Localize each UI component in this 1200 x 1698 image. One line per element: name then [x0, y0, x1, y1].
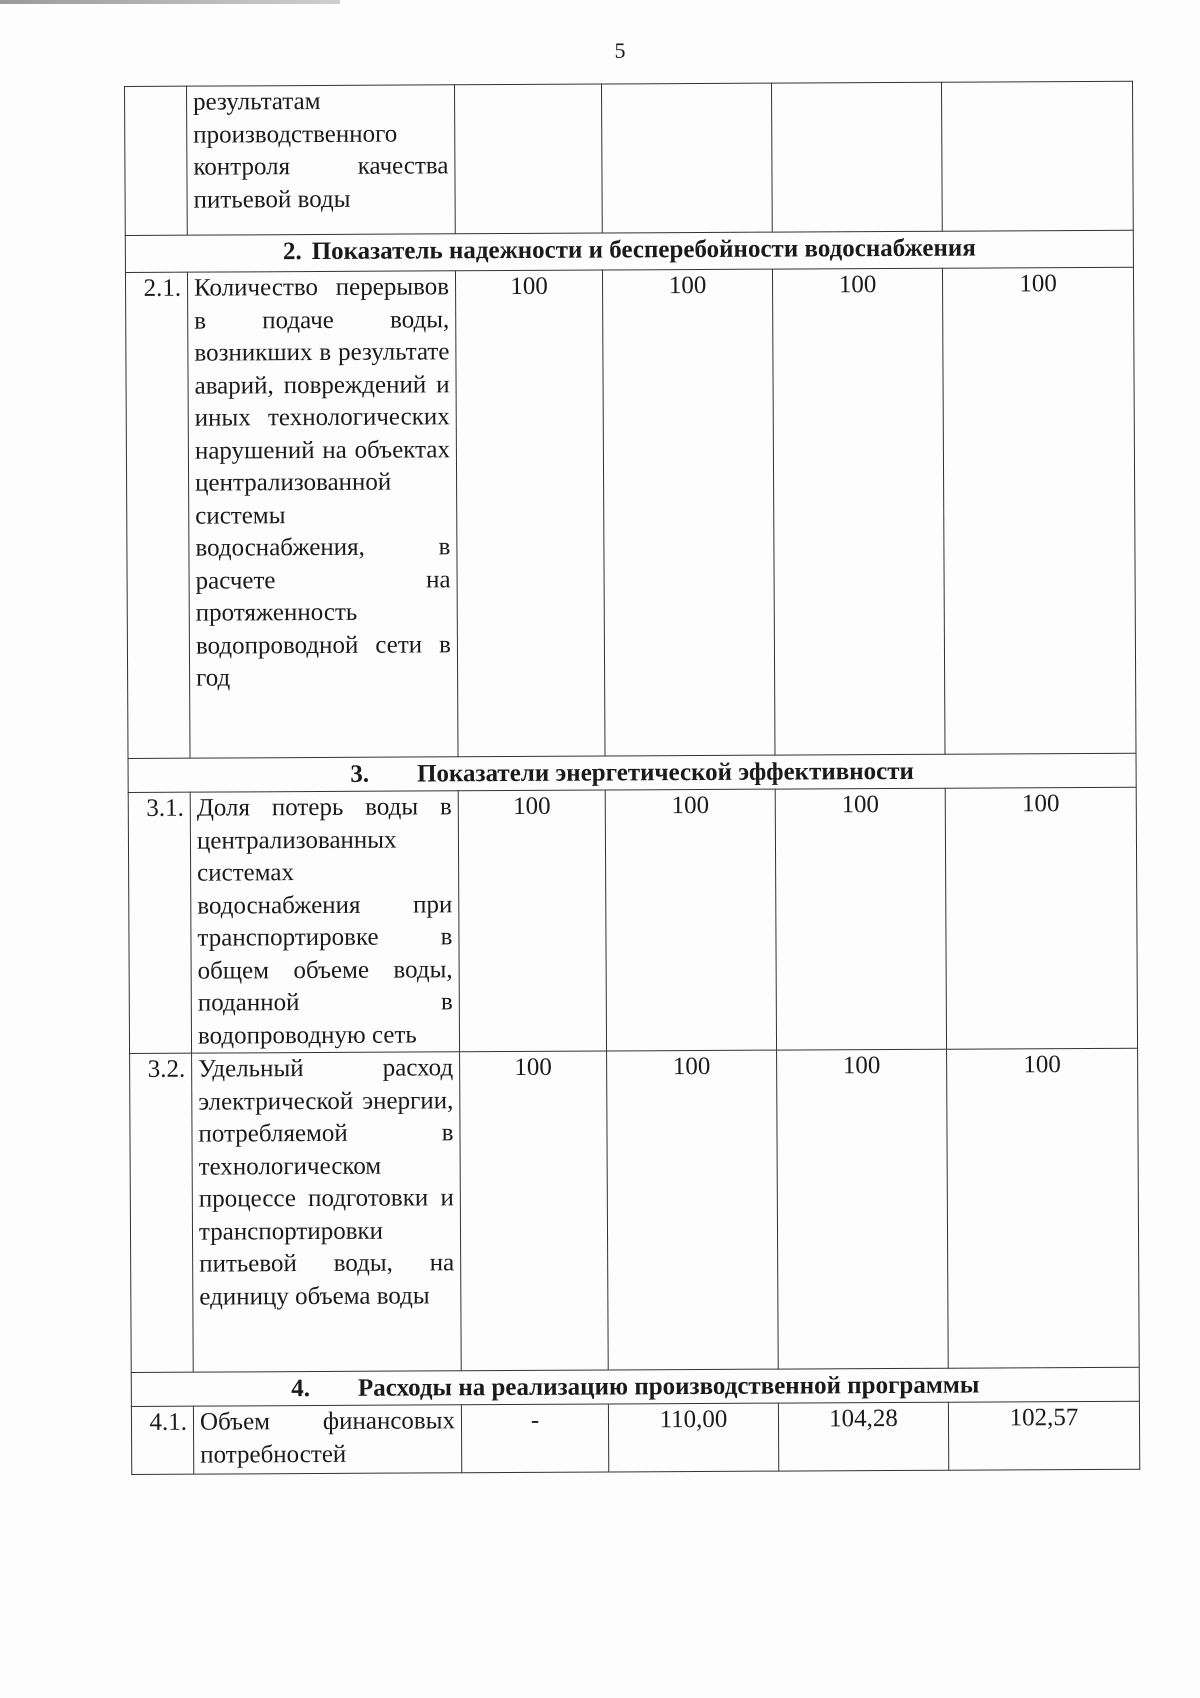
- value-cell: 100: [607, 1050, 779, 1370]
- row-number-cell: 3.1.: [128, 792, 191, 1053]
- table-row: [128, 787, 1137, 1053]
- section-header: [125, 230, 1133, 272]
- value-cell: [601, 83, 772, 233]
- row-number-cell: 4.1.: [131, 1406, 193, 1474]
- indicators-table: [124, 81, 1140, 1475]
- value-cell: [941, 81, 1133, 231]
- value-cell: 100: [458, 790, 606, 1052]
- value-cell: 100: [460, 1051, 609, 1371]
- table-row: [131, 1401, 1139, 1474]
- value-cell: 100: [455, 270, 605, 757]
- value-cell: [454, 84, 602, 234]
- value-cell: 100: [777, 1049, 949, 1369]
- row-number-cell: [125, 86, 188, 235]
- value-cell: 102,57: [948, 1401, 1139, 1470]
- section-title: Показатель надежности и бесперебойности водоснабжения: [311, 234, 976, 266]
- value-cell: 104,28: [778, 1402, 948, 1471]
- value-cell: 100: [605, 789, 776, 1051]
- scan-edge: [0, 0, 340, 4]
- row-number-cell: 3.2.: [130, 1053, 194, 1372]
- value-cell: 100: [775, 788, 946, 1050]
- table-row: [125, 81, 1134, 235]
- section-header: [128, 753, 1136, 792]
- section-title: Расходы на реализацию производственной программы: [357, 1371, 980, 1402]
- value-cell: -: [461, 1404, 608, 1473]
- table-row: [125, 267, 1136, 758]
- value-cell: 110,00: [608, 1403, 778, 1472]
- section-number: 2.: [282, 238, 302, 266]
- value-cell: 100: [945, 787, 1137, 1049]
- section-header-row: [128, 753, 1136, 792]
- row-description-cell: Объем финансовых потребностей: [193, 1405, 461, 1474]
- row-description-cell: результатам производственного контроля качества питьевой воды: [187, 85, 456, 235]
- section-number: 3.: [350, 760, 370, 788]
- row-description-cell: Количество перерывов в подаче воды, возникших в результате аварий, повреждений и иных технологических нарушений на объектах централизованной системы водоснабжения, в расчете на протяженность водопроводной сети в год: [187, 271, 458, 758]
- value-cell: 100: [602, 269, 775, 756]
- row-description-cell: Доля потерь воды в централизованных системах водоснабжения при транспортировке в общем объеме воды, поданной в водопроводную сеть: [190, 791, 459, 1053]
- section-header: [131, 1367, 1139, 1406]
- section-number: 4.: [291, 1375, 311, 1403]
- value-cell: 100: [942, 267, 1136, 754]
- section-title: Показатели энергетической эффективности: [416, 757, 914, 788]
- page-number: 5: [614, 38, 626, 63]
- section-header-row: [125, 230, 1133, 272]
- row-description-cell: Удельный расход электрической энергии, потребляемой в технологическом процессе подготовки и транспортировки питьевой воды, на единицу объема воды: [192, 1052, 462, 1372]
- value-cell: [771, 82, 942, 232]
- section-header-row: [131, 1367, 1139, 1406]
- value-cell: 100: [947, 1048, 1140, 1368]
- row-number-cell: 2.1.: [125, 272, 190, 758]
- value-cell: 100: [772, 268, 945, 755]
- table-row: [130, 1048, 1140, 1372]
